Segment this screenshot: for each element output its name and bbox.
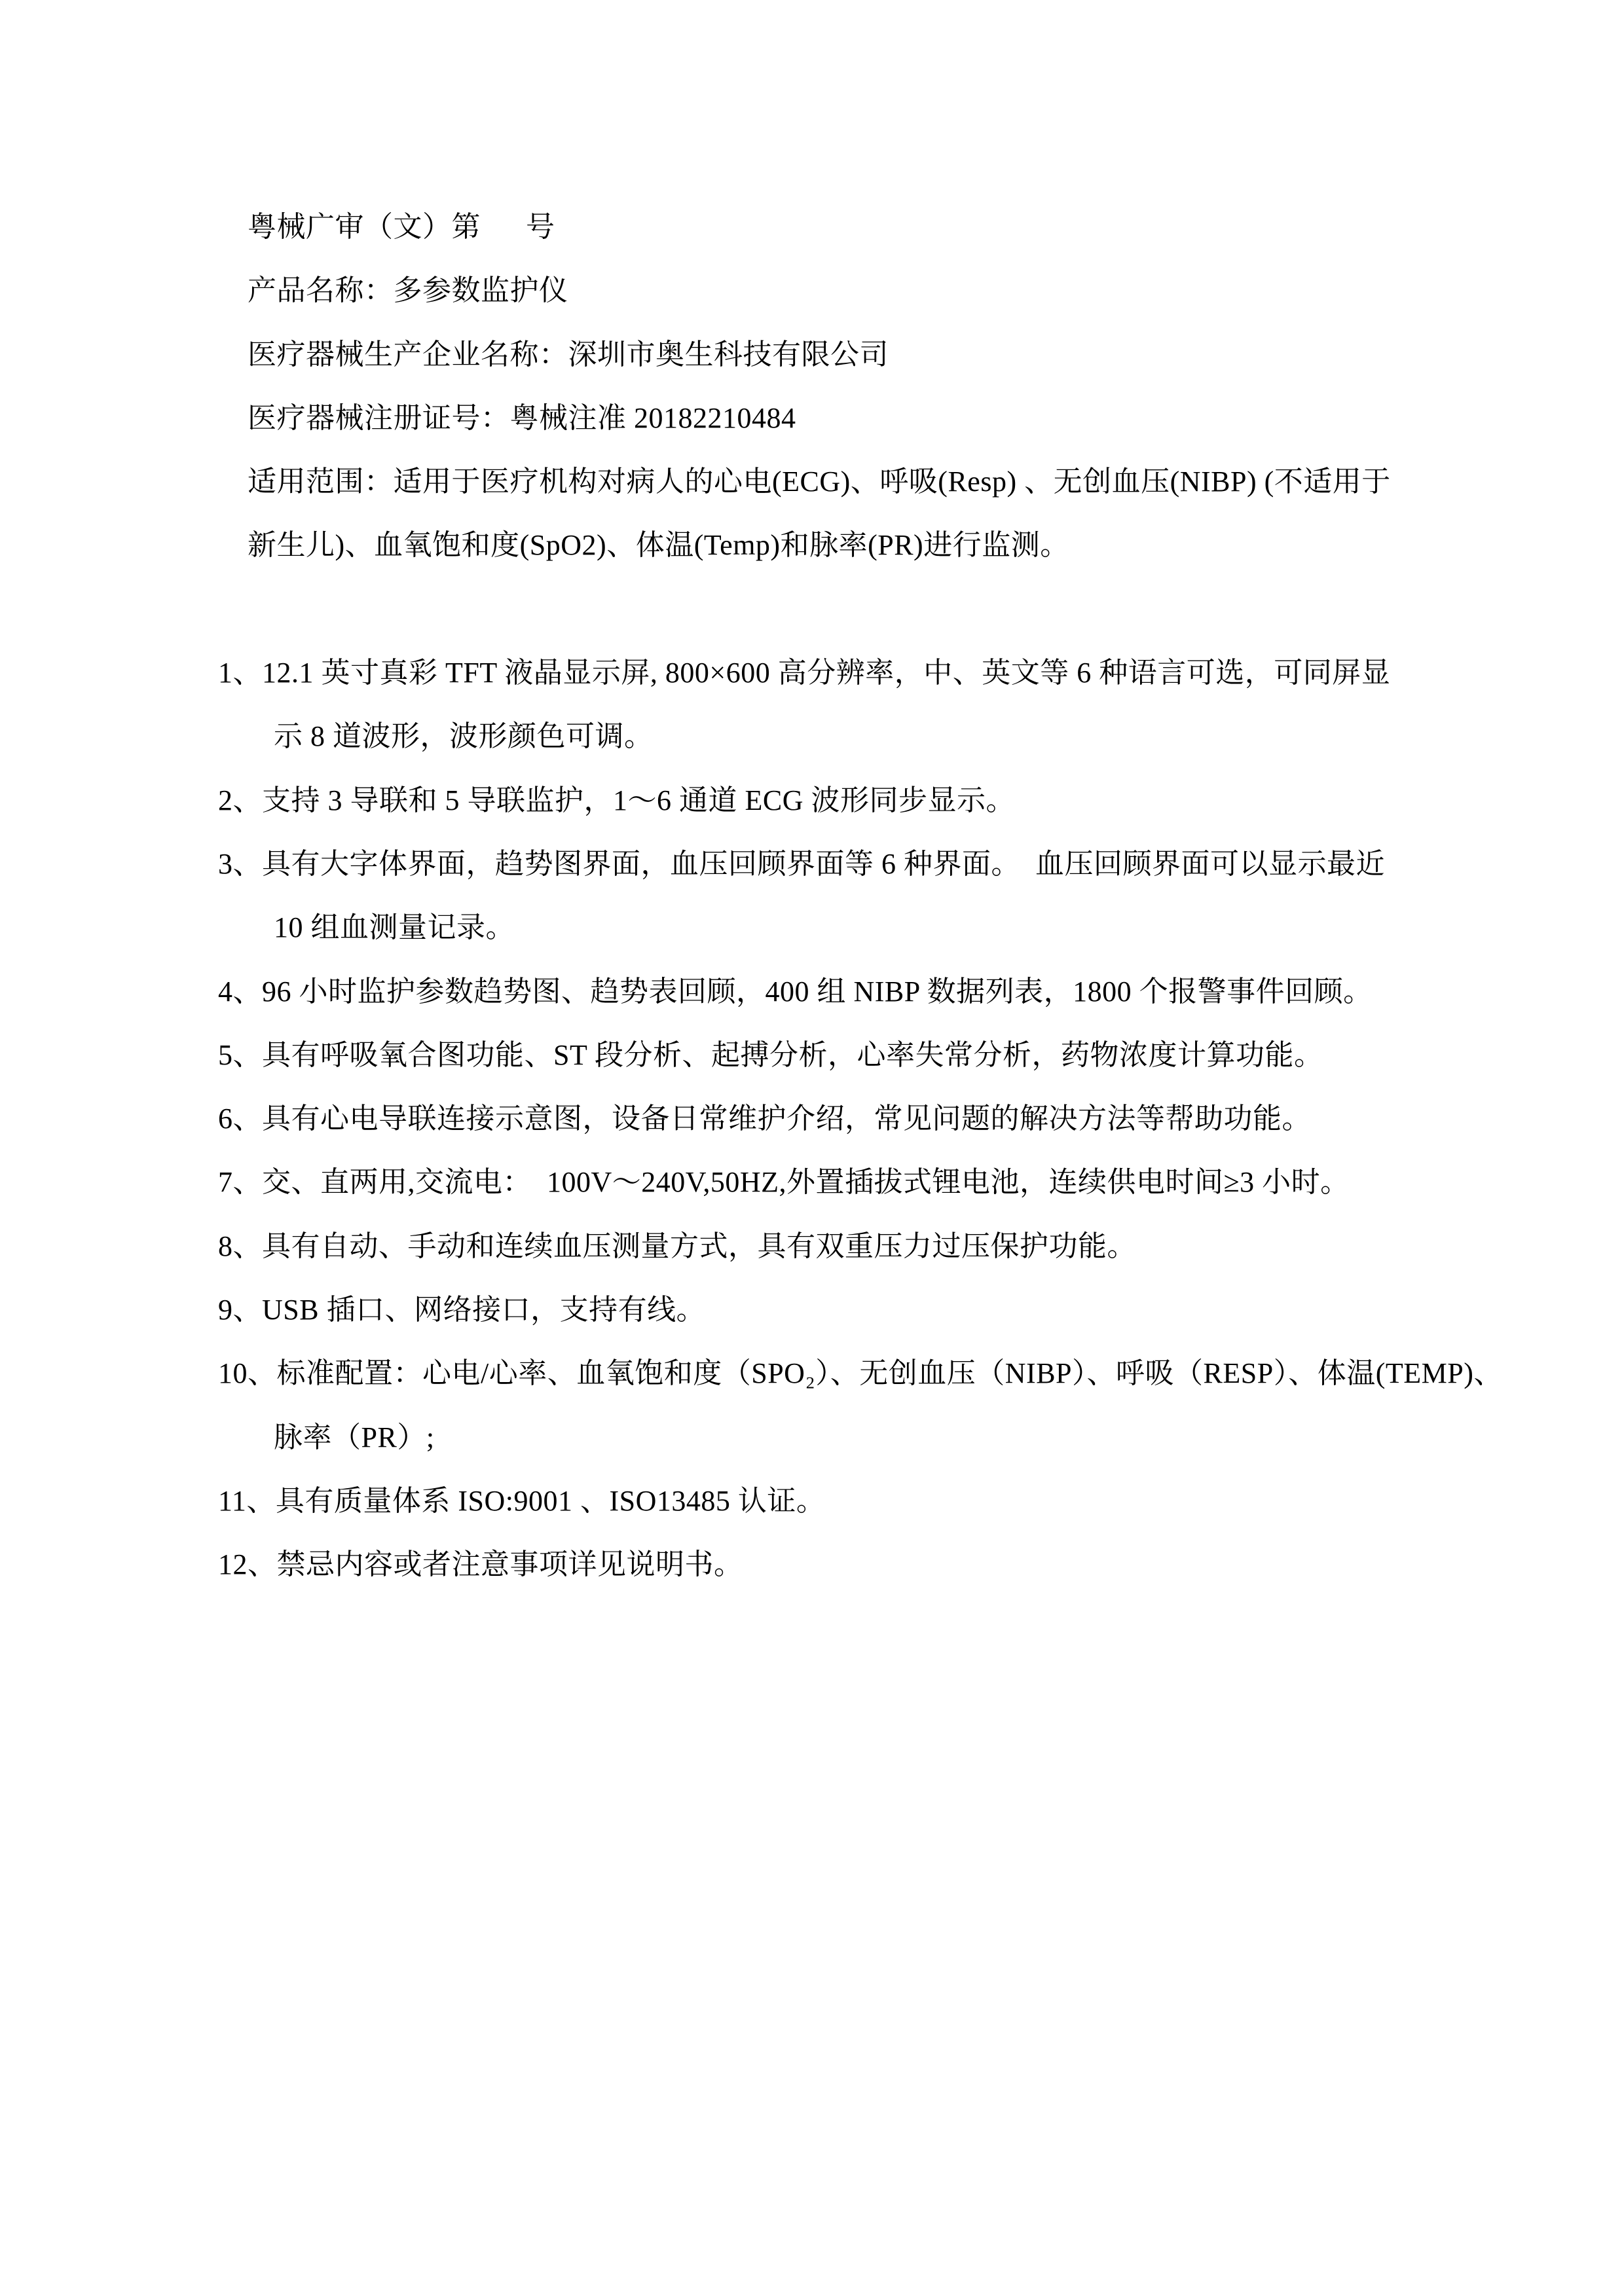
scope-line-1: 适用范围：适用于医疗机构对病人的心电(ECG)、呼吸(Resp) 、无创血压(NIBP) (不适用于 (248, 465, 1391, 498)
feature-1-line-2: 示 8 道波形，波形颜色可调。 (274, 720, 654, 753)
feature-4-line: 4、96 小时监护参数趋势图、趋势表回顾，400 组 NIBP 数据列表，1800 个报警事件回顾。 (218, 975, 1373, 1008)
feature-3-line-1: 3、具有大字体界面，趋势图界面，血压回顾界面等 6 种界面。 血压回顾界面可以显示最近 (218, 847, 1385, 880)
feature-1-line-1: 1、12.1 英寸真彩 TFT 液晶显示屏, 800×600 高分辨率，中、英文等 6 种语言可选，可同屏显 (218, 657, 1391, 689)
registration-number-line: 医疗器械注册证号：粤械注准 20182210484 (248, 401, 796, 434)
product-name-line: 产品名称：多参数监护仪 (248, 274, 568, 307)
feature-12-line: 12、禁忌内容或者注意事项详见说明书。 (218, 1548, 743, 1581)
feature-11-line: 11、具有质量体系 ISO:9001 、ISO13485 认证。 (218, 1484, 826, 1517)
feature-5-line: 5、具有呼吸氧合图功能、ST 段分析、起搏分析，心率失常分析，药物浓度计算功能。 (218, 1038, 1323, 1071)
feature-6-line: 6、具有心电导联连接示意图，设备日常维护介绍，常见问题的解决方法等帮助功能。 (218, 1102, 1311, 1135)
feature-7-line: 7、交、直两用,交流电： 100V～240V,50HZ,外置插拔式锂电池，连续供电时间≥3 小时。 (218, 1166, 1350, 1199)
feature-10-line-1: 10、标准配置：心电/心率、血氧饱和度（SPO₂）、无创血压（NIBP）、呼吸（RESP）、体温(TEMP)、 (218, 1357, 1503, 1390)
feature-9-line: 9、USB 插口、网络接口，支持有线。 (218, 1294, 706, 1326)
document-content (0, 195, 1624, 1597)
feature-3-line-2: 10 组血测量记录。 (274, 911, 515, 944)
scope-line-2: 新生儿)、血氧饱和度(SpO2)、体温(Temp)和脉率(PR)进行监测。 (248, 529, 1069, 562)
feature-10-line-2: 脉率（PR）; (274, 1421, 435, 1453)
feature-8-line: 8、具有自动、手动和连续血压测量方式，具有双重压力过压保护功能。 (218, 1230, 1136, 1262)
feature-2-line: 2、支持 3 导联和 5 导联监护，1～6 通道 ECG 波形同步显示。 (218, 784, 1015, 816)
spacer-line (0, 577, 1624, 641)
approval-number-line: 粤械广审（文）第 号 (248, 211, 555, 243)
manufacturer-line: 医疗器械生产企业名称：深圳市奥生科技有限公司 (248, 338, 889, 371)
